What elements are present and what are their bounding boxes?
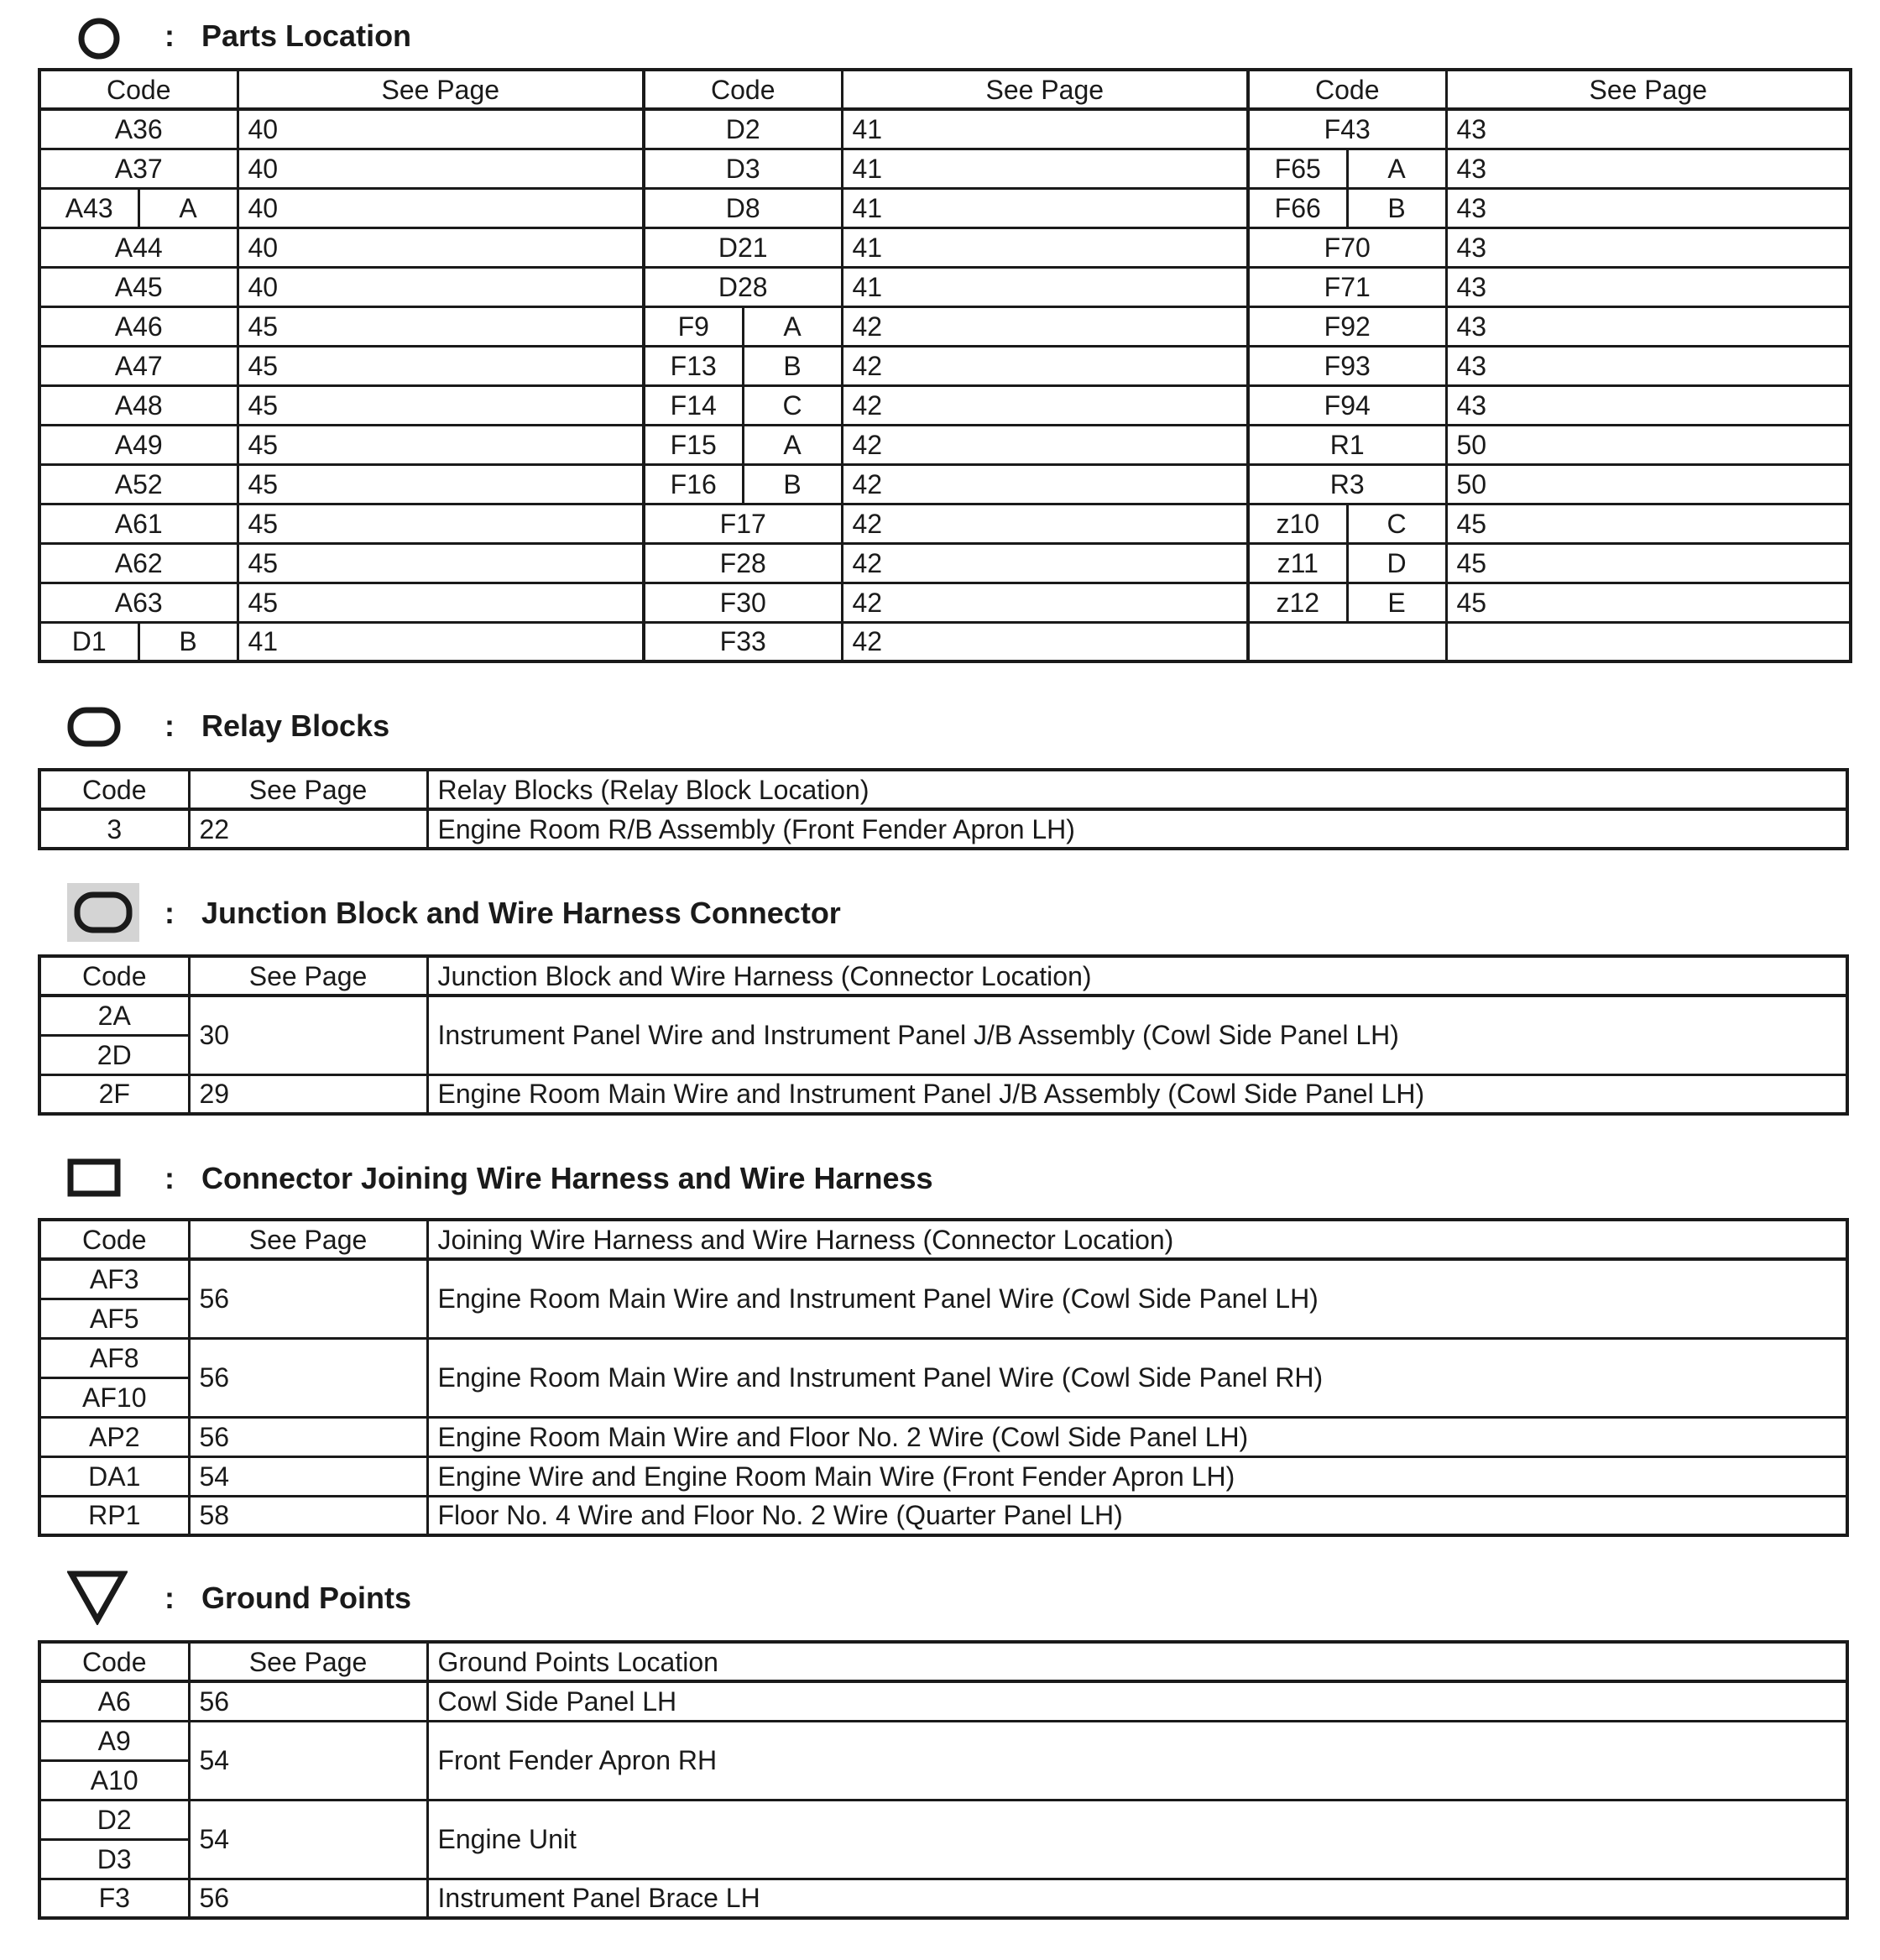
code-cell: F13 <box>644 346 743 385</box>
see-page-cell: 29 <box>189 1074 427 1114</box>
code-cell: F28 <box>644 543 842 583</box>
description-cell: Engine Room Main Wire and Instrument Panel J/B Assembly (Cowl Side Panel LH) <box>427 1074 1847 1114</box>
code-cell: z11 <box>1248 543 1347 583</box>
sub-code-cell: C <box>743 385 842 425</box>
code-cell: F30 <box>644 583 842 622</box>
header-code: Code <box>1248 70 1446 109</box>
code-cell: AF10 <box>39 1377 189 1417</box>
header-see-page: See Page <box>1446 70 1851 109</box>
code-cell: z12 <box>1248 583 1347 622</box>
description-cell: Floor No. 4 Wire and Floor No. 2 Wire (Quarter Panel LH) <box>427 1496 1847 1535</box>
see-page-cell: 50 <box>1446 464 1851 504</box>
code-cell: D1 <box>39 622 138 661</box>
see-page-cell: 42 <box>842 425 1248 464</box>
sub-code-cell: C <box>1347 504 1446 543</box>
see-page-cell: 56 <box>189 1681 427 1721</box>
header-see-page: See Page <box>189 1220 427 1259</box>
see-page-cell: 40 <box>238 109 644 149</box>
code-cell: R1 <box>1248 425 1446 464</box>
code-cell: A63 <box>39 583 238 622</box>
header-code: Code <box>39 770 189 809</box>
code-cell: 2F <box>39 1074 189 1114</box>
table-row <box>39 227 1851 267</box>
see-page-cell: 41 <box>842 109 1248 149</box>
table-row <box>39 425 1851 464</box>
code-cell: AF8 <box>39 1338 189 1377</box>
table-row <box>39 1681 1847 1721</box>
code-cell: D2 <box>39 1800 189 1839</box>
header-see-page: See Page <box>238 70 644 109</box>
code-cell: D8 <box>644 188 842 227</box>
table-row <box>39 996 1847 1035</box>
description-cell: Instrument Panel Brace LH <box>427 1879 1847 1918</box>
see-page-cell: 41 <box>842 267 1248 306</box>
code-cell: A36 <box>39 109 238 149</box>
table-row <box>39 1721 1847 1760</box>
code-cell: F93 <box>1248 346 1446 385</box>
description-cell: Engine Room Main Wire and Instrument Panel Wire (Cowl Side Panel LH) <box>427 1259 1847 1338</box>
description-cell: Engine Unit <box>427 1800 1847 1879</box>
code-cell: A61 <box>39 504 238 543</box>
see-page-cell: 54 <box>189 1721 427 1800</box>
table-row <box>39 543 1851 583</box>
code-cell: DA1 <box>39 1456 189 1496</box>
code-cell: D3 <box>39 1839 189 1879</box>
connector-joining-title: Connector Joining Wire Harness and Wire Harness <box>201 1161 933 1195</box>
ground-points-table <box>38 1640 1849 1920</box>
relay-blocks-table <box>38 768 1849 850</box>
description-cell: Engine Room Main Wire and Floor No. 2 Wire (Cowl Side Panel LH) <box>427 1417 1847 1456</box>
see-page-cell: 42 <box>842 622 1248 661</box>
table-row <box>39 306 1851 346</box>
see-page-cell: 56 <box>189 1338 427 1417</box>
rectangle-icon <box>67 1158 121 1201</box>
code-cell: A43 <box>39 188 138 227</box>
code-cell: D28 <box>644 267 842 306</box>
sub-code-cell: B <box>743 464 842 504</box>
see-page-cell: 58 <box>189 1496 427 1535</box>
code-cell: A47 <box>39 346 238 385</box>
code-cell: A9 <box>39 1721 189 1760</box>
see-page-cell: 41 <box>842 227 1248 267</box>
code-cell: A37 <box>39 149 238 188</box>
see-page-cell: 43 <box>1446 109 1851 149</box>
see-page-cell: 42 <box>842 543 1248 583</box>
table-row <box>39 1417 1847 1456</box>
code-cell: A62 <box>39 543 238 583</box>
sub-code-cell: A <box>743 306 842 346</box>
header-description: Ground Points Location <box>427 1642 1847 1681</box>
see-page-cell: 45 <box>1446 583 1851 622</box>
see-page-cell: 43 <box>1446 227 1851 267</box>
ground-points-title: Ground Points <box>201 1581 411 1615</box>
table-row <box>39 149 1851 188</box>
code-cell: D2 <box>644 109 842 149</box>
heading-colon: : <box>164 18 175 53</box>
heading-colon: : <box>164 708 175 743</box>
see-page-cell: 43 <box>1446 385 1851 425</box>
see-page-cell: 43 <box>1446 149 1851 188</box>
code-cell: A45 <box>39 267 238 306</box>
code-cell: F3 <box>39 1879 189 1918</box>
see-page-cell: 42 <box>842 464 1248 504</box>
see-page-cell: 56 <box>189 1259 427 1338</box>
code-cell: F15 <box>644 425 743 464</box>
table-header-row <box>39 1642 1847 1681</box>
triangle-down-icon <box>67 1570 128 1629</box>
header-description: Joining Wire Harness and Wire Harness (Connector Location) <box>427 1220 1847 1259</box>
see-page-cell: 45 <box>1446 543 1851 583</box>
table-row <box>39 1456 1847 1496</box>
table-row <box>39 464 1851 504</box>
table-row <box>39 622 1851 661</box>
code-cell: RP1 <box>39 1496 189 1535</box>
header-see-page: See Page <box>842 70 1248 109</box>
sub-code-cell: B <box>138 622 238 661</box>
see-page-cell: 42 <box>842 504 1248 543</box>
see-page-cell: 43 <box>1446 346 1851 385</box>
relay-blocks-title: Relay Blocks <box>201 708 390 743</box>
code-cell: F92 <box>1248 306 1446 346</box>
sub-code-cell: B <box>1347 188 1446 227</box>
code-cell: F17 <box>644 504 842 543</box>
table-row <box>39 1338 1847 1377</box>
see-page-cell: 50 <box>1446 425 1851 464</box>
header-code: Code <box>39 1642 189 1681</box>
connector-joining-heading <box>0 1158 1880 1226</box>
see-page-cell: 42 <box>842 583 1248 622</box>
code-cell: AF3 <box>39 1259 189 1299</box>
code-cell: R3 <box>1248 464 1446 504</box>
description-cell: Cowl Side Panel LH <box>427 1681 1847 1721</box>
code-cell: F66 <box>1248 188 1347 227</box>
table-row <box>39 109 1851 149</box>
code-cell: F70 <box>1248 227 1446 267</box>
header-description: Junction Block and Wire Harness (Connector Location) <box>427 956 1847 996</box>
header-code: Code <box>39 1220 189 1259</box>
code-cell: A10 <box>39 1760 189 1800</box>
description-cell: Engine Room Main Wire and Instrument Panel Wire (Cowl Side Panel RH) <box>427 1338 1847 1417</box>
see-page-cell: 54 <box>189 1800 427 1879</box>
sub-code-cell: D <box>1347 543 1446 583</box>
relay-blocks-heading <box>0 707 1880 774</box>
see-page-cell: 41 <box>842 188 1248 227</box>
code-cell: F94 <box>1248 385 1446 425</box>
see-page-cell: 43 <box>1446 306 1851 346</box>
description-cell: Instrument Panel Wire and Instrument Panel J/B Assembly (Cowl Side Panel LH) <box>427 996 1847 1074</box>
table-row <box>39 1496 1847 1535</box>
code-cell: F16 <box>644 464 743 504</box>
table-row <box>39 385 1851 425</box>
code-cell: A46 <box>39 306 238 346</box>
sub-code-cell: A <box>138 188 238 227</box>
see-page-cell: 43 <box>1446 188 1851 227</box>
see-page-cell: 40 <box>238 149 644 188</box>
header-see-page: See Page <box>189 956 427 996</box>
code-cell: F65 <box>1248 149 1347 188</box>
code-cell: A6 <box>39 1681 189 1721</box>
see-page-cell: 45 <box>238 583 644 622</box>
see-page-cell: 45 <box>238 306 644 346</box>
code-cell: A44 <box>39 227 238 267</box>
see-page-cell: 22 <box>189 809 427 849</box>
see-page-cell: 42 <box>842 346 1248 385</box>
code-cell: A52 <box>39 464 238 504</box>
see-page-cell: 56 <box>189 1417 427 1456</box>
code-cell: A48 <box>39 385 238 425</box>
table-row <box>39 1259 1847 1299</box>
see-page-cell: 40 <box>238 188 644 227</box>
junction-block-title: Junction Block and Wire Harness Connector <box>201 896 841 930</box>
see-page-cell: 43 <box>1446 267 1851 306</box>
table-row <box>39 346 1851 385</box>
header-code: Code <box>39 70 238 109</box>
code-cell: F43 <box>1248 109 1446 149</box>
code-cell: 3 <box>39 809 189 849</box>
code-cell: z10 <box>1248 504 1347 543</box>
table-header-row <box>39 70 1851 109</box>
code-cell: A49 <box>39 425 238 464</box>
table-row <box>39 1800 1847 1839</box>
see-page-cell: 56 <box>189 1879 427 1918</box>
see-page-cell: 45 <box>238 504 644 543</box>
table-row <box>39 267 1851 306</box>
see-page-cell: 54 <box>189 1456 427 1496</box>
code-cell: D21 <box>644 227 842 267</box>
code-cell: F9 <box>644 306 743 346</box>
sub-code-cell: A <box>1347 149 1446 188</box>
code-cell: F33 <box>644 622 842 661</box>
heading-colon: : <box>164 1581 175 1615</box>
parts-location-title: Parts Location <box>201 18 412 53</box>
code-cell: AP2 <box>39 1417 189 1456</box>
table-row <box>39 583 1851 622</box>
ground-points-heading <box>0 1570 1880 1637</box>
see-page-cell: 40 <box>238 227 644 267</box>
description-cell: Engine Wire and Engine Room Main Wire (Front Fender Apron LH) <box>427 1456 1847 1496</box>
heading-colon: : <box>164 896 175 930</box>
see-page-cell <box>1446 622 1851 661</box>
sub-code-cell: A <box>743 425 842 464</box>
see-page-cell: 42 <box>842 306 1248 346</box>
parts-location-table <box>38 68 1852 663</box>
heading-colon: : <box>164 1161 175 1195</box>
table-row <box>39 188 1851 227</box>
table-row <box>39 1879 1847 1918</box>
circle-icon <box>77 17 121 65</box>
junction-block-table <box>38 954 1849 1116</box>
header-description: Relay Blocks (Relay Block Location) <box>427 770 1847 809</box>
sub-code-cell: B <box>743 346 842 385</box>
connector-joining-table <box>38 1218 1849 1537</box>
rounded-rect-icon <box>67 707 121 751</box>
see-page-cell: 45 <box>238 346 644 385</box>
code-cell: 2D <box>39 1035 189 1074</box>
code-cell: AF5 <box>39 1299 189 1338</box>
header-see-page: See Page <box>189 1642 427 1681</box>
description-cell: Front Fender Apron RH <box>427 1721 1847 1800</box>
see-page-cell: 41 <box>842 149 1248 188</box>
junction-block-heading <box>0 883 1880 950</box>
table-header-row <box>39 1220 1847 1259</box>
see-page-cell: 45 <box>238 464 644 504</box>
code-cell: F14 <box>644 385 743 425</box>
header-code: Code <box>644 70 842 109</box>
table-row <box>39 809 1847 849</box>
table-header-row <box>39 770 1847 809</box>
table-row <box>39 1074 1847 1114</box>
see-page-cell: 45 <box>238 385 644 425</box>
see-page-cell: 45 <box>238 425 644 464</box>
header-code: Code <box>39 956 189 996</box>
sub-code-cell: E <box>1347 583 1446 622</box>
see-page-cell: 45 <box>1446 504 1851 543</box>
see-page-cell: 41 <box>238 622 644 661</box>
see-page-cell: 40 <box>238 267 644 306</box>
code-cell: 2A <box>39 996 189 1035</box>
code-cell <box>1248 622 1446 661</box>
see-page-cell: 30 <box>189 996 427 1074</box>
description-cell: Engine Room R/B Assembly (Front Fender Apron LH) <box>427 809 1847 849</box>
table-header-row <box>39 956 1847 996</box>
table-row <box>39 504 1851 543</box>
code-cell: D3 <box>644 149 842 188</box>
header-see-page: See Page <box>189 770 427 809</box>
code-cell: F71 <box>1248 267 1446 306</box>
see-page-cell: 45 <box>238 543 644 583</box>
see-page-cell: 42 <box>842 385 1248 425</box>
shaded-rounded-rect-icon <box>67 883 139 946</box>
